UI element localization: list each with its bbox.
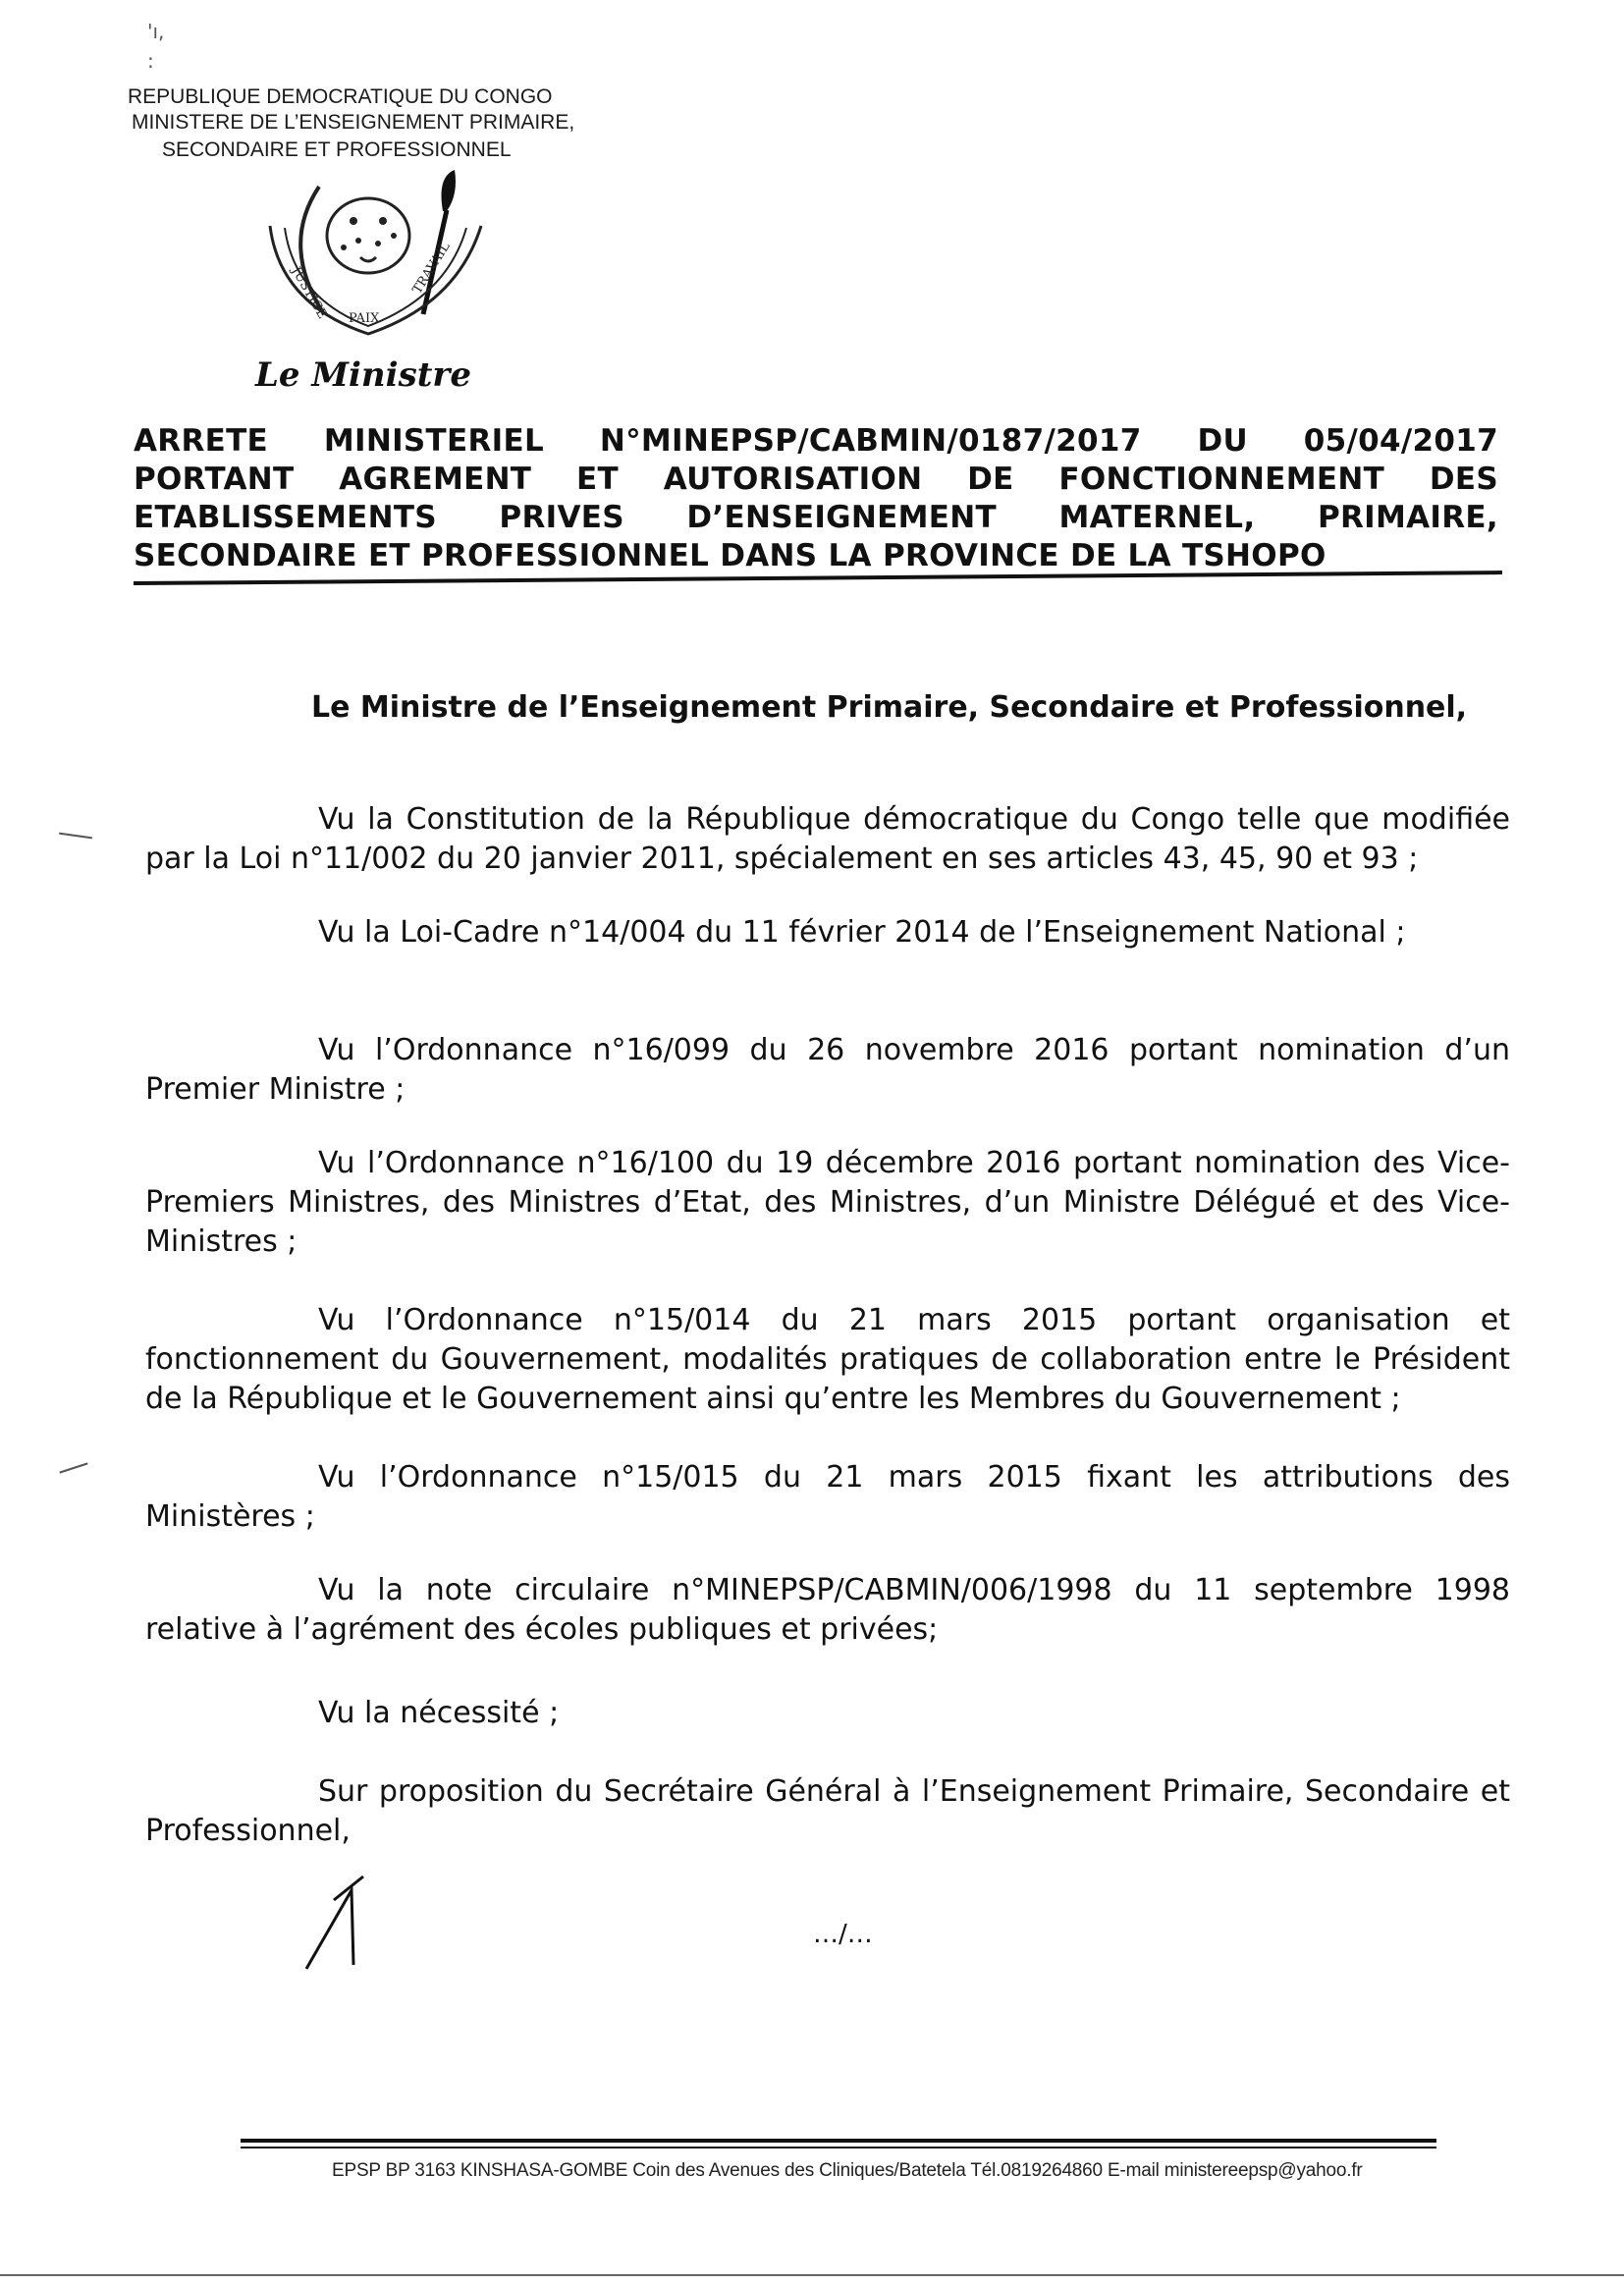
continued-marker: …/… [813, 1920, 873, 1949]
paragraph [145, 1144, 1510, 1262]
paragraph [145, 800, 1510, 879]
title-line-4: SECONDAIRE ET PROFESSIONNEL DANS LA PROVINCE DE LA TSHOPO [134, 538, 1326, 573]
header-ministry-2: SECONDAIRE ET PROFESSIONNEL [162, 138, 512, 161]
scan-mark [59, 1462, 87, 1473]
scan-edge [0, 2274, 1624, 2276]
paragraph [145, 1458, 1510, 1537]
paragraph [145, 913, 1510, 952]
signature-block-title: Le Ministre [255, 355, 471, 395]
header-ministry: MINISTERE DE L’ENSEIGNEMENT PRIMAIRE, [132, 111, 575, 134]
title-line-3: ETABLISSEMENTS PRIVES D’ENSEIGNEMENT MATERNEL, PRIMAIRE, [134, 500, 1498, 535]
paragraph [145, 1694, 1510, 1733]
header-country: REPUBLIQUE DEMOCRATIQUE DU CONGO [128, 85, 553, 108]
paragraph [145, 1772, 1510, 1851]
handwritten-initial [295, 1871, 383, 1979]
paragraph-text: Vu l’Ordonnance n°15/014 du 21 mars 2015 portant organisation et fonctionnement du Gouvernement, modalités pratiques de collaboration entre le Président de la République et le Gouvernement ainsi qu’entre les Membres du Gouvernement ; [145, 1303, 1510, 1416]
scan-mark: 'ı, [147, 20, 165, 43]
paragraph [145, 1571, 1510, 1650]
footer-rule-thin [241, 2147, 1436, 2148]
paragraph [145, 1031, 1510, 1110]
svg-text:PAIX: PAIX [349, 311, 380, 326]
scan-mark: : [147, 49, 154, 73]
paragraph-text: Vu la note circulaire n°MINEPSP/CABMIN/006/1998 du 11 septembre 1998 relative à l’agrément des écoles publiques et privées; [145, 1573, 1510, 1647]
paragraph-text: Vu l’Ordonnance n°16/099 du 26 novembre 2016 portant nomination d’un Premier Ministre ; [145, 1033, 1510, 1107]
paragraph-text: Vu l’Ordonnance n°16/100 du 19 décembre 2016 portant nomination des Vice-Premiers Ministres, des Ministres d’Etat, des Ministres, d’un Ministre Délégué et des Vice-Ministres ; [145, 1146, 1510, 1259]
decree-title [134, 422, 1498, 575]
paragraph [145, 1301, 1510, 1419]
svg-text:JUSTICE: JUSTICE [288, 264, 330, 322]
minister-heading: Le Ministre de l’Enseignement Primaire, Secondaire et Professionnel, [311, 690, 1468, 725]
footer-address: EPSP BP 3163 KINSHASA-GOMBE Coin des Avenues des Cliniques/Batetela Tél.0819264860 E-mail ministereepsp@yahoo.fr [332, 2160, 1363, 2181]
paragraph-text: Vu la nécessité ; [318, 1696, 560, 1730]
footer-rule [241, 2139, 1436, 2143]
paragraph-text: Vu la Loi-Cadre n°14/004 du 11 février 2014 de l’Enseignement National ; [318, 915, 1406, 950]
paragraph-text: Vu la Constitution de la République démocratique du Congo telle que modifiée par la Loi n°11/002 du 20 janvier 2011, spécialement en ses articles 43, 45, 90 et 93 ; [145, 802, 1510, 876]
title-line-2: PORTANT AGREMENT ET AUTORISATION DE FONCTIONNEMENT DES [134, 462, 1498, 497]
coat-of-arms-emblem [250, 167, 506, 363]
title-line-1: ARRETE MINISTERIEL N°MINEPSP/CABMIN/0187/2017 DU 05/04/2017 [134, 423, 1498, 459]
scan-mark [59, 833, 92, 840]
svg-text:TRAVAIL: TRAVAIL [409, 240, 454, 298]
paragraph-text: Sur proposition du Secrétaire Général à l’Enseignement Primaire, Secondaire et Professionnel, [145, 1774, 1510, 1848]
paragraph-text: Vu l’Ordonnance n°15/015 du 21 mars 2015 fixant les attributions des Ministères ; [145, 1460, 1510, 1534]
